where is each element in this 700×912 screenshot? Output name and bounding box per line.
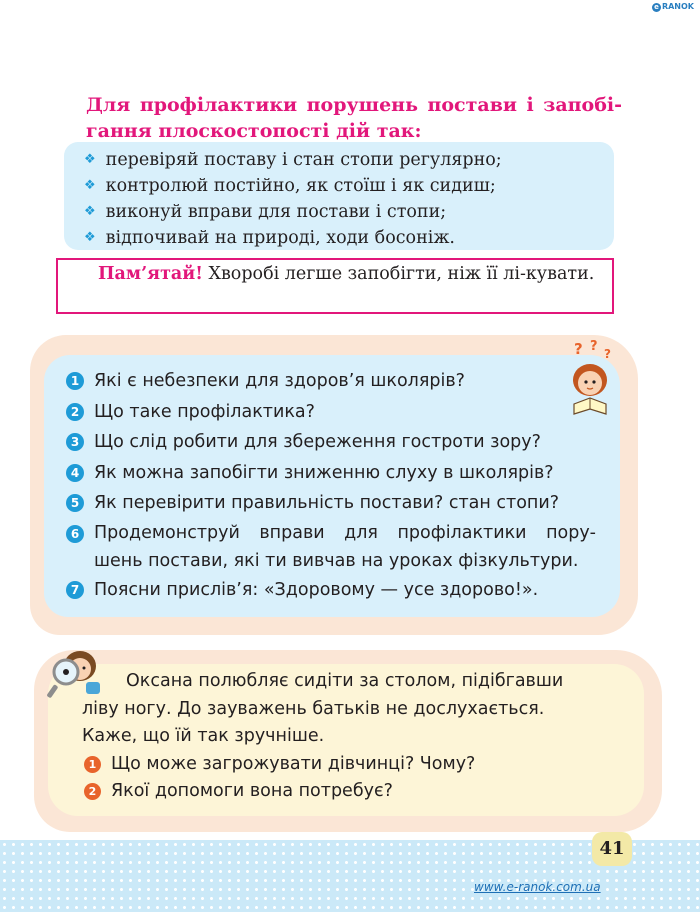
question-text: Поясни прислів’я: «Здоровому — усе здорово!». — [94, 579, 539, 600]
number-badge: 4 — [66, 464, 84, 482]
website-link[interactable]: www.e-ranok.com.ua — [474, 880, 601, 894]
question-text — [94, 519, 596, 575]
publisher-logo: e RANOK — [652, 2, 694, 12]
question-text: Що таке профілактика? — [94, 401, 315, 422]
diamond-bullet-icon: ❖ — [84, 152, 96, 167]
question-text-line-2: шень постави, які ти вивчав на уроках фізкультури. — [94, 550, 579, 571]
remember-text: Хворобі легше запобігти, ніж її лі-кувати. — [202, 264, 595, 284]
number-badge: 6 — [66, 525, 84, 543]
number-badge: 3 — [66, 433, 84, 451]
tips-box — [64, 142, 614, 250]
number-badge: 1 — [84, 756, 101, 773]
case-question-text: Що може загрожувати дівчинці? Чому? — [111, 753, 476, 774]
page-number: 41 — [592, 832, 632, 866]
svg-text:?: ? — [604, 347, 611, 361]
question-item — [66, 427, 596, 458]
case-line-2: ліву ногу. До зауважень батьків не дослухається. — [82, 698, 545, 719]
diamond-bullet-icon: ❖ — [84, 230, 96, 245]
question-text: Що слід робити для збереження гостроти зору? — [94, 432, 541, 452]
question-text-line-1: Продемонструй вправи для профілактики пору- — [94, 522, 596, 543]
question-item — [66, 458, 596, 489]
question-text: Як можна запобігти зниженню слуху в школярів? — [94, 462, 554, 483]
heading-line-2: гання плоскостопості дій так: — [86, 120, 422, 142]
tip-text: відпочивай на природі, ходи босоніж. — [105, 228, 455, 248]
tip-item — [84, 226, 614, 252]
svg-text:?: ? — [574, 340, 583, 358]
number-badge: 2 — [84, 783, 101, 800]
question-text: Які є небезпеки для здоров’я школярів? — [94, 371, 465, 391]
question-item — [66, 519, 596, 575]
publisher-logo-text: RANOK — [661, 2, 694, 11]
tip-text: перевіряй поставу і стан стопи регулярно; — [105, 150, 502, 170]
heading-line-1: Для профілактики порушень постави і запобі- — [86, 94, 622, 116]
number-badge: 7 — [66, 581, 84, 599]
question-text: Як перевірити правильність постави? стан стопи? — [94, 493, 560, 513]
tip-item — [84, 200, 614, 226]
question-item — [66, 366, 596, 397]
question-item — [66, 488, 596, 519]
tip-text: виконуй вправи для постави і стопи; — [105, 202, 447, 222]
case-question — [82, 778, 610, 806]
case-text: Оксана полюбляє сидіти за столом, підібгавши — [126, 671, 564, 691]
section-heading — [86, 92, 622, 144]
case-question — [82, 751, 610, 779]
tip-item — [84, 174, 614, 200]
remember-label: Пам’ятай! — [98, 264, 203, 284]
diamond-bullet-icon: ❖ — [84, 178, 96, 193]
tip-text: контролюй постійно, як стоїш і як сидиш; — [105, 176, 496, 196]
svg-text:?: ? — [590, 339, 598, 354]
tip-item — [84, 148, 614, 174]
diamond-bullet-icon: ❖ — [84, 204, 96, 219]
case-question-text: Якої допомоги вона потребує? — [111, 781, 393, 801]
question-item — [66, 397, 596, 428]
number-badge: 5 — [66, 494, 84, 512]
number-badge: 2 — [66, 403, 84, 421]
case-study — [82, 668, 610, 806]
number-badge: 1 — [66, 372, 84, 390]
case-line-1 — [82, 668, 610, 696]
remember-box — [56, 258, 614, 314]
question-item — [66, 575, 596, 606]
case-line-3: Каже, що їй так зручніше. — [82, 726, 325, 746]
questions-list — [66, 366, 596, 605]
